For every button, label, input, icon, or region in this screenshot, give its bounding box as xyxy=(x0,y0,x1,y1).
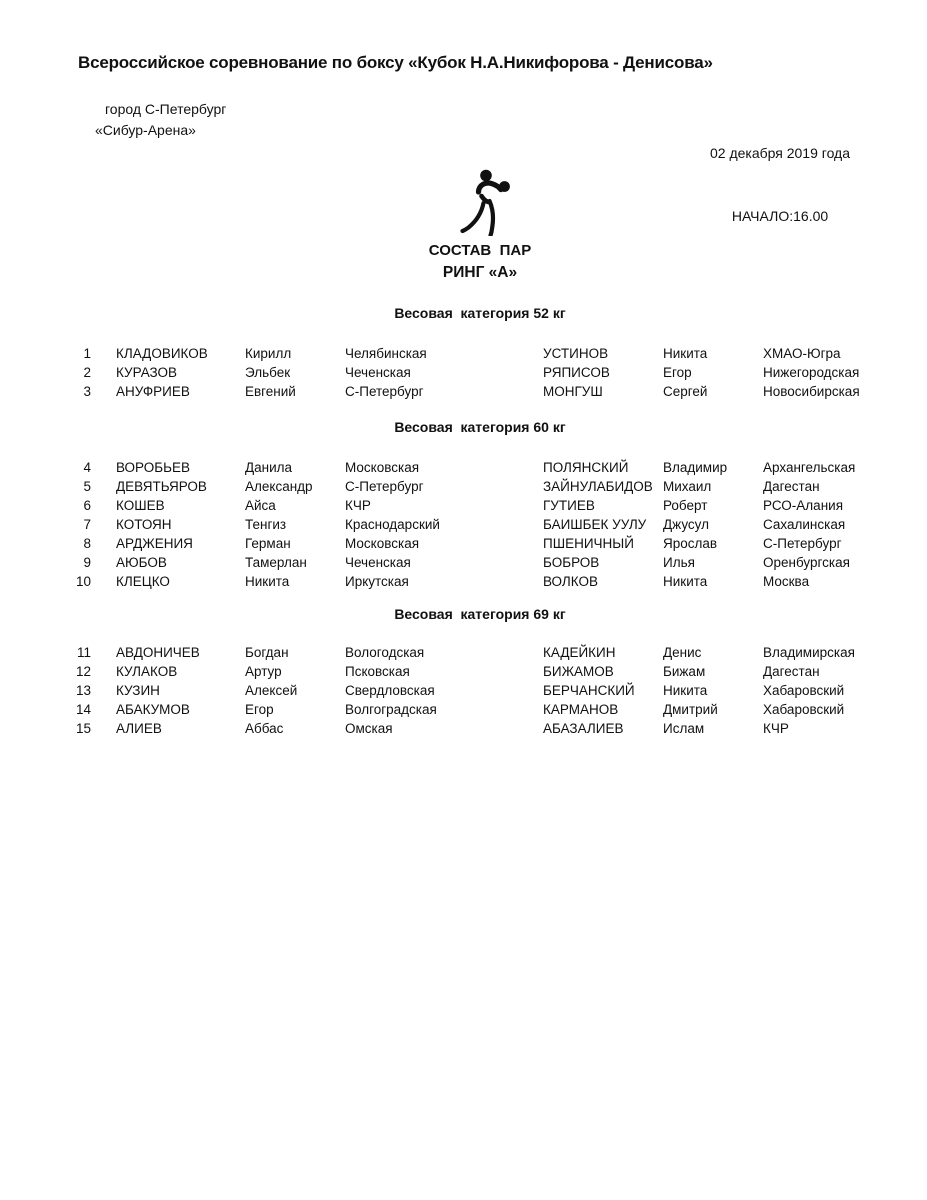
red-corner-surname: КЛАДОВИКОВ xyxy=(116,346,208,361)
red-corner-firstname: Александр xyxy=(245,479,313,494)
pairs-heading: СОСТАВ ПАР xyxy=(428,242,532,259)
blue-corner-region: Хабаровский xyxy=(763,702,845,717)
blue-corner-firstname: Никита xyxy=(663,683,708,698)
blue-corner-surname: БЕРЧАНСКИЙ xyxy=(543,683,635,698)
red-corner-region: Московская xyxy=(345,460,420,475)
blue-corner-firstname: Роберт xyxy=(663,498,708,513)
pair-number: 13 xyxy=(75,683,91,698)
red-corner-region: С-Петербург xyxy=(345,479,424,494)
blue-corner-region: С-Петербург xyxy=(763,536,842,551)
blue-corner-region: ХМАО-Югра xyxy=(763,346,841,361)
weight-category-69-header: Весовая категория 69 кг xyxy=(394,606,566,622)
red-corner-surname: ДЕВЯТЬЯРОВ xyxy=(116,479,207,494)
pairs-table-52 xyxy=(60,344,900,401)
blue-corner-surname: РЯПИСОВ xyxy=(543,365,610,380)
blue-corner-surname: УСТИНОВ xyxy=(543,346,609,361)
red-corner-firstname: Айса xyxy=(245,498,276,513)
pair-number: 1 xyxy=(83,346,91,361)
blue-corner-firstname: Ярослав xyxy=(663,536,718,551)
blue-corner-firstname: Дмитрий xyxy=(663,702,718,717)
red-corner-region: Чеченская xyxy=(345,555,411,570)
red-corner-region: Омская xyxy=(345,721,393,736)
blue-corner-surname: КАРМАНОВ xyxy=(543,702,619,717)
red-corner-surname: АВДОНИЧЕВ xyxy=(116,645,200,660)
blue-corner-surname: БАИШБЕК УУЛУ xyxy=(543,517,647,532)
red-corner-region: Вологодская xyxy=(345,645,425,660)
red-corner-region: Псковская xyxy=(345,664,410,679)
red-corner-surname: АНУФРИЕВ xyxy=(116,384,190,399)
pair-number: 4 xyxy=(83,460,91,475)
start-time: НАЧАЛО:16.00 xyxy=(731,208,829,224)
blue-corner-region: Москва xyxy=(763,574,810,589)
boxer-pictogram-icon xyxy=(455,166,525,236)
pair-number: 10 xyxy=(75,574,91,589)
pair-number: 11 xyxy=(76,645,91,660)
red-corner-surname: КУЗИН xyxy=(116,683,160,698)
blue-corner-firstname: Ислам xyxy=(663,721,705,736)
red-corner-firstname: Евгений xyxy=(245,384,296,399)
pair-number: 5 xyxy=(83,479,91,494)
pair-number: 15 xyxy=(75,721,91,736)
blue-corner-region: РСО-Алания xyxy=(763,498,843,513)
blue-corner-surname: КАДЕЙКИН xyxy=(543,645,616,660)
blue-corner-surname: ГУТИЕВ xyxy=(543,498,595,513)
red-corner-surname: КЛЕЦКО xyxy=(116,574,170,589)
blue-corner-region: Хабаровский xyxy=(763,683,845,698)
red-corner-surname: КУРАЗОВ xyxy=(116,365,178,380)
blue-corner-firstname: Илья xyxy=(663,555,695,570)
red-corner-firstname: Артур xyxy=(245,664,282,679)
blue-corner-surname: БОБРОВ xyxy=(543,555,600,570)
blue-corner-firstname: Егор xyxy=(663,365,692,380)
blue-corner-surname: ЗАЙНУЛАБИДОВ xyxy=(543,479,653,494)
blue-corner-surname: БИЖАМОВ xyxy=(543,664,614,679)
red-corner-firstname: Аббас xyxy=(245,721,284,736)
blue-corner-surname: АБАЗАЛИЕВ xyxy=(543,721,624,736)
red-corner-region: Краснодарский xyxy=(345,517,440,532)
page-title: Всероссийское соревнование по боксу «Кубок Н.А.Никифорова - Денисова» xyxy=(78,53,713,72)
red-corner-region: Московская xyxy=(345,536,420,551)
red-corner-surname: АЛИЕВ xyxy=(116,721,162,736)
red-corner-firstname: Богдан xyxy=(245,645,289,660)
blue-corner-region: Архангельская xyxy=(763,460,856,475)
red-corner-surname: КУЛАКОВ xyxy=(116,664,178,679)
pair-number: 3 xyxy=(83,384,91,399)
blue-corner-region: КЧР xyxy=(763,721,789,736)
pair-number: 12 xyxy=(75,664,91,679)
pair-number: 2 xyxy=(83,365,91,380)
red-corner-surname: АЮБОВ xyxy=(116,555,167,570)
blue-corner-region: Сахалинская xyxy=(763,517,846,532)
red-corner-surname: АБАКУМОВ xyxy=(116,702,190,717)
red-corner-surname: ВОРОБЬЕВ xyxy=(116,460,190,475)
blue-corner-firstname: Джусул xyxy=(663,517,710,532)
pair-number: 8 xyxy=(83,536,91,551)
red-corner-firstname: Герман xyxy=(245,536,291,551)
red-corner-region: Челябинская xyxy=(345,346,427,361)
blue-corner-region: Нижегородская xyxy=(763,365,860,380)
red-corner-firstname: Данила xyxy=(245,460,293,475)
red-corner-region: Свердловская xyxy=(345,683,435,698)
blue-corner-region: Новосибирская xyxy=(763,384,860,399)
pairs-table-60 xyxy=(60,458,900,591)
red-corner-firstname: Тамерлан xyxy=(245,555,307,570)
pair-number: 14 xyxy=(75,702,91,717)
weight-category-52-header: Весовая категория 52 кг xyxy=(394,305,566,321)
pair-number: 9 xyxy=(83,555,91,570)
blue-corner-region: Оренбургская xyxy=(763,555,850,570)
red-corner-region: КЧР xyxy=(345,498,371,513)
venue-arena: «Сибур-Арена» xyxy=(95,122,196,138)
red-corner-region: Иркутская xyxy=(345,574,409,589)
weight-category-60-header: Весовая категория 60 кг xyxy=(394,419,566,435)
red-corner-firstname: Тенгиз xyxy=(245,517,287,532)
red-corner-firstname: Кирилл xyxy=(245,346,292,361)
red-corner-surname: КОШЕВ xyxy=(116,498,165,513)
red-corner-surname: КОТОЯН xyxy=(116,517,172,532)
venue-city: город С-Петербург xyxy=(105,101,227,117)
blue-corner-firstname: Бижам xyxy=(663,664,706,679)
blue-corner-firstname: Денис xyxy=(663,645,702,660)
pairs-table-69 xyxy=(60,643,900,738)
blue-corner-surname: ПОЛЯНСКИЙ xyxy=(543,460,629,475)
blue-corner-surname: МОНГУШ xyxy=(543,384,603,399)
pair-number: 7 xyxy=(83,517,91,532)
blue-corner-region: Владимирская xyxy=(763,645,855,660)
blue-corner-firstname: Михаил xyxy=(663,479,712,494)
red-corner-surname: АРДЖЕНИЯ xyxy=(116,536,193,551)
red-corner-region: Чеченская xyxy=(345,365,411,380)
blue-corner-surname: ПШЕНИЧНЫЙ xyxy=(543,536,634,551)
red-corner-region: С-Петербург xyxy=(345,384,424,399)
red-corner-firstname: Никита xyxy=(245,574,290,589)
blue-corner-region: Дагестан xyxy=(763,664,820,679)
red-corner-firstname: Эльбек xyxy=(245,365,291,380)
blue-corner-firstname: Владимир xyxy=(663,460,728,475)
blue-corner-surname: ВОЛКОВ xyxy=(543,574,598,589)
red-corner-firstname: Алексей xyxy=(245,683,298,698)
blue-corner-firstname: Сергей xyxy=(663,384,708,399)
red-corner-region: Волгоградская xyxy=(345,702,437,717)
pair-number: 6 xyxy=(83,498,91,513)
blue-corner-region: Дагестан xyxy=(763,479,820,494)
blue-corner-firstname: Никита xyxy=(663,346,708,361)
event-date: 02 декабря 2019 года xyxy=(709,145,851,161)
red-corner-firstname: Егор xyxy=(245,702,274,717)
blue-corner-firstname: Никита xyxy=(663,574,708,589)
ring-heading: РИНГ «А» xyxy=(442,264,518,281)
